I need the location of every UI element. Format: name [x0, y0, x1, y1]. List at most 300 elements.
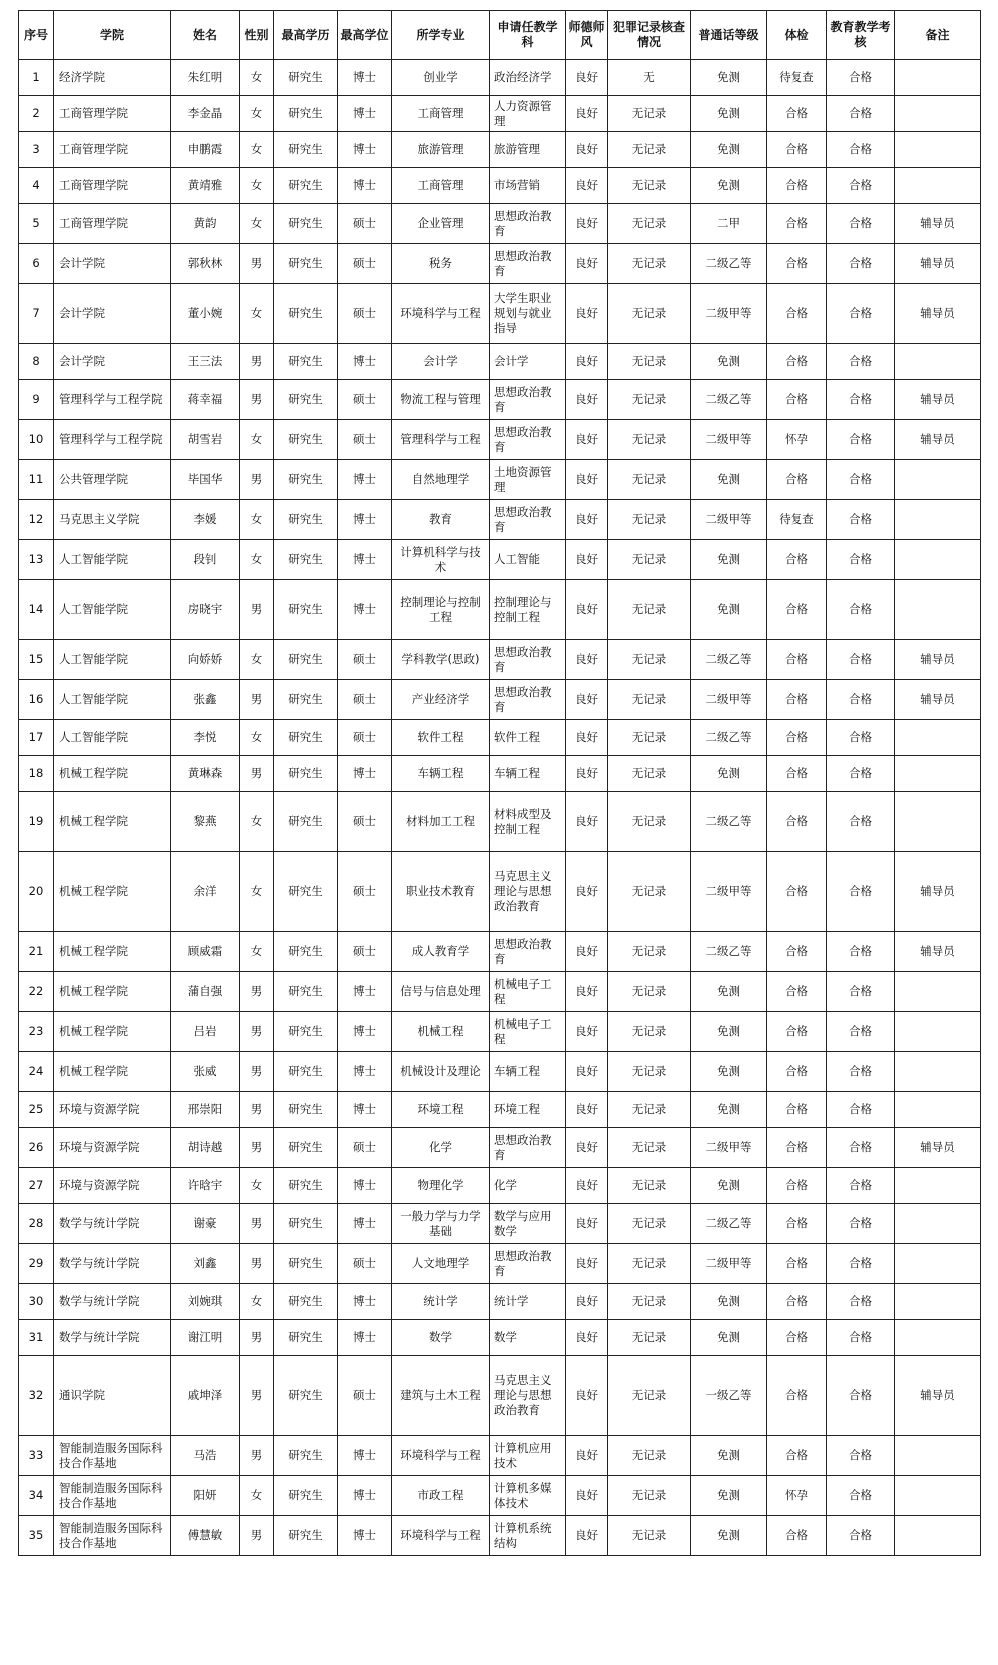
cell-physical-exam: 合格	[767, 1284, 827, 1320]
cell-criminal-check: 无记录	[608, 168, 691, 204]
cell-ethics: 良好	[566, 500, 608, 540]
cell-ethics: 良好	[566, 380, 608, 420]
cell-degree: 博士	[338, 1012, 392, 1052]
cell-major: 税务	[392, 244, 490, 284]
cell-remarks	[895, 756, 981, 792]
cell-remarks: 辅导员	[895, 244, 981, 284]
cell-gender: 男	[240, 756, 274, 792]
cell-gender: 男	[240, 460, 274, 500]
cell-name: 马浩	[171, 1436, 240, 1476]
cell-name: 吕岩	[171, 1012, 240, 1052]
cell-college: 公共管理学院	[54, 460, 171, 500]
cell-ethics: 良好	[566, 168, 608, 204]
cell-college: 经济学院	[54, 60, 171, 96]
cell-gender: 男	[240, 1128, 274, 1168]
cell-teaching-assessment: 合格	[827, 500, 895, 540]
cell-name: 胡诗越	[171, 1128, 240, 1168]
cell-criminal-check: 无记录	[608, 756, 691, 792]
cell-physical-exam: 合格	[767, 580, 827, 640]
table-row	[19, 244, 981, 284]
cell-teaching-assessment: 合格	[827, 932, 895, 972]
cell-subject: 人工智能	[490, 540, 566, 580]
cell-teaching-assessment: 合格	[827, 344, 895, 380]
cell-education: 研究生	[274, 1436, 338, 1476]
cell-remarks	[895, 460, 981, 500]
cell-gender: 男	[240, 1092, 274, 1128]
cell-education: 研究生	[274, 168, 338, 204]
cell-subject: 机械电子工程	[490, 972, 566, 1012]
table-row	[19, 852, 981, 932]
cell-degree: 博士	[338, 344, 392, 380]
cell-physical-exam: 合格	[767, 460, 827, 500]
cell-physical-exam: 怀孕	[767, 1476, 827, 1516]
cell-gender: 男	[240, 1204, 274, 1244]
cell-teaching-assessment: 合格	[827, 640, 895, 680]
cell-name: 申鹏霞	[171, 132, 240, 168]
cell-index: 17	[19, 720, 54, 756]
cell-ethics: 良好	[566, 1436, 608, 1476]
cell-degree: 博士	[338, 132, 392, 168]
cell-teaching-assessment: 合格	[827, 380, 895, 420]
table-row	[19, 972, 981, 1012]
cell-index: 32	[19, 1356, 54, 1436]
cell-remarks: 辅导员	[895, 420, 981, 460]
cell-teaching-assessment: 合格	[827, 132, 895, 168]
cell-criminal-check: 无记录	[608, 1204, 691, 1244]
cell-college: 数学与统计学院	[54, 1244, 171, 1284]
cell-mandarin-level: 二级乙等	[691, 1204, 767, 1244]
cell-gender: 女	[240, 60, 274, 96]
cell-physical-exam: 怀孕	[767, 420, 827, 460]
cell-physical-exam: 合格	[767, 244, 827, 284]
cell-subject: 数学	[490, 1320, 566, 1356]
cell-remarks: 辅导员	[895, 640, 981, 680]
cell-physical-exam: 合格	[767, 1320, 827, 1356]
cell-ethics: 良好	[566, 1092, 608, 1128]
cell-name: 蒋幸福	[171, 380, 240, 420]
cell-remarks	[895, 720, 981, 756]
table-row	[19, 580, 981, 640]
cell-teaching-assessment: 合格	[827, 1516, 895, 1556]
table-row	[19, 500, 981, 540]
cell-gender: 男	[240, 680, 274, 720]
cell-remarks	[895, 1168, 981, 1204]
cell-gender: 男	[240, 1012, 274, 1052]
cell-index: 33	[19, 1436, 54, 1476]
cell-physical-exam: 合格	[767, 1012, 827, 1052]
header-cell: 普通话等级	[691, 11, 767, 60]
cell-college: 数学与统计学院	[54, 1284, 171, 1320]
cell-subject: 市场营销	[490, 168, 566, 204]
cell-ethics: 良好	[566, 1320, 608, 1356]
cell-college: 管理科学与工程学院	[54, 380, 171, 420]
cell-education: 研究生	[274, 1476, 338, 1516]
cell-degree: 硕士	[338, 1244, 392, 1284]
cell-teaching-assessment: 合格	[827, 1244, 895, 1284]
cell-name: 黄靖雅	[171, 168, 240, 204]
cell-subject: 思想政治教育	[490, 500, 566, 540]
table-row	[19, 1516, 981, 1556]
header-cell: 序号	[19, 11, 54, 60]
cell-education: 研究生	[274, 284, 338, 344]
cell-college: 工商管理学院	[54, 132, 171, 168]
cell-name: 张鑫	[171, 680, 240, 720]
header-cell: 犯罪记录核查情况	[608, 11, 691, 60]
cell-ethics: 良好	[566, 284, 608, 344]
cell-education: 研究生	[274, 1092, 338, 1128]
cell-teaching-assessment: 合格	[827, 96, 895, 132]
cell-physical-exam: 合格	[767, 540, 827, 580]
cell-ethics: 良好	[566, 756, 608, 792]
cell-gender: 男	[240, 1356, 274, 1436]
cell-criminal-check: 无记录	[608, 1476, 691, 1516]
cell-major: 人文地理学	[392, 1244, 490, 1284]
cell-major: 软件工程	[392, 720, 490, 756]
cell-index: 14	[19, 580, 54, 640]
cell-college: 会计学院	[54, 344, 171, 380]
cell-ethics: 良好	[566, 1516, 608, 1556]
cell-major: 产业经济学	[392, 680, 490, 720]
table-row	[19, 720, 981, 756]
table-row	[19, 1128, 981, 1168]
cell-major: 环境科学与工程	[392, 284, 490, 344]
cell-subject: 计算机多媒体技术	[490, 1476, 566, 1516]
cell-criminal-check: 无记录	[608, 792, 691, 852]
cell-ethics: 良好	[566, 580, 608, 640]
cell-physical-exam: 合格	[767, 1244, 827, 1284]
cell-college: 通识学院	[54, 1356, 171, 1436]
header-cell: 性别	[240, 11, 274, 60]
cell-name: 朱红明	[171, 60, 240, 96]
cell-subject: 思想政治教育	[490, 640, 566, 680]
table-row	[19, 344, 981, 380]
cell-mandarin-level: 免测	[691, 460, 767, 500]
cell-major: 建筑与土木工程	[392, 1356, 490, 1436]
cell-ethics: 良好	[566, 972, 608, 1012]
cell-remarks	[895, 580, 981, 640]
cell-mandarin-level: 二级甲等	[691, 420, 767, 460]
cell-ethics: 良好	[566, 460, 608, 500]
cell-physical-exam: 合格	[767, 1436, 827, 1476]
cell-degree: 硕士	[338, 932, 392, 972]
table-row	[19, 792, 981, 852]
cell-name: 邢崇阳	[171, 1092, 240, 1128]
cell-teaching-assessment: 合格	[827, 680, 895, 720]
table-header-row	[19, 11, 981, 60]
cell-criminal-check: 无记录	[608, 204, 691, 244]
cell-education: 研究生	[274, 1204, 338, 1244]
cell-index: 3	[19, 132, 54, 168]
cell-degree: 硕士	[338, 680, 392, 720]
header-cell: 姓名	[171, 11, 240, 60]
cell-criminal-check: 无记录	[608, 1516, 691, 1556]
cell-name: 许晗宇	[171, 1168, 240, 1204]
cell-physical-exam: 合格	[767, 680, 827, 720]
cell-index: 7	[19, 284, 54, 344]
cell-index: 28	[19, 1204, 54, 1244]
cell-major: 创业学	[392, 60, 490, 96]
cell-subject: 马克思主义理论与思想政治教育	[490, 1356, 566, 1436]
header-cell: 体检	[767, 11, 827, 60]
cell-major: 机械设计及理论	[392, 1052, 490, 1092]
cell-ethics: 良好	[566, 1128, 608, 1168]
cell-criminal-check: 无记录	[608, 380, 691, 420]
cell-ethics: 良好	[566, 1476, 608, 1516]
cell-criminal-check: 无	[608, 60, 691, 96]
cell-education: 研究生	[274, 1516, 338, 1556]
cell-remarks	[895, 168, 981, 204]
cell-index: 11	[19, 460, 54, 500]
cell-college: 数学与统计学院	[54, 1204, 171, 1244]
cell-criminal-check: 无记录	[608, 132, 691, 168]
cell-gender: 男	[240, 344, 274, 380]
cell-education: 研究生	[274, 1052, 338, 1092]
cell-mandarin-level: 免测	[691, 1436, 767, 1476]
cell-criminal-check: 无记录	[608, 972, 691, 1012]
cell-remarks: 辅导员	[895, 680, 981, 720]
cell-major: 学科教学(思政)	[392, 640, 490, 680]
table-row	[19, 1476, 981, 1516]
cell-criminal-check: 无记录	[608, 344, 691, 380]
cell-education: 研究生	[274, 720, 338, 756]
cell-remarks	[895, 96, 981, 132]
cell-criminal-check: 无记录	[608, 1284, 691, 1320]
cell-criminal-check: 无记录	[608, 420, 691, 460]
cell-mandarin-level: 二级甲等	[691, 680, 767, 720]
cell-gender: 女	[240, 852, 274, 932]
cell-mandarin-level: 免测	[691, 540, 767, 580]
cell-gender: 女	[240, 168, 274, 204]
cell-remarks	[895, 1244, 981, 1284]
cell-subject: 化学	[490, 1168, 566, 1204]
cell-mandarin-level: 二级甲等	[691, 500, 767, 540]
cell-subject: 软件工程	[490, 720, 566, 756]
cell-physical-exam: 合格	[767, 1356, 827, 1436]
cell-remarks: 辅导员	[895, 284, 981, 344]
cell-college: 数学与统计学院	[54, 1320, 171, 1356]
cell-degree: 博士	[338, 1052, 392, 1092]
cell-gender: 女	[240, 540, 274, 580]
cell-physical-exam: 合格	[767, 852, 827, 932]
cell-index: 29	[19, 1244, 54, 1284]
cell-gender: 男	[240, 1436, 274, 1476]
cell-education: 研究生	[274, 420, 338, 460]
cell-physical-exam: 合格	[767, 380, 827, 420]
cell-major: 会计学	[392, 344, 490, 380]
cell-mandarin-level: 免测	[691, 168, 767, 204]
cell-education: 研究生	[274, 244, 338, 284]
header-cell: 师德师风	[566, 11, 608, 60]
cell-remarks: 辅导员	[895, 932, 981, 972]
cell-gender: 男	[240, 380, 274, 420]
cell-physical-exam: 合格	[767, 640, 827, 680]
cell-ethics: 良好	[566, 60, 608, 96]
cell-remarks	[895, 500, 981, 540]
cell-teaching-assessment: 合格	[827, 1476, 895, 1516]
cell-education: 研究生	[274, 500, 338, 540]
cell-index: 20	[19, 852, 54, 932]
cell-subject: 计算机系统结构	[490, 1516, 566, 1556]
cell-major: 物理化学	[392, 1168, 490, 1204]
table-row	[19, 168, 981, 204]
cell-ethics: 良好	[566, 96, 608, 132]
cell-education: 研究生	[274, 680, 338, 720]
cell-teaching-assessment: 合格	[827, 1204, 895, 1244]
cell-major: 旅游管理	[392, 132, 490, 168]
cell-major: 成人教育学	[392, 932, 490, 972]
cell-teaching-assessment: 合格	[827, 720, 895, 756]
cell-education: 研究生	[274, 132, 338, 168]
cell-physical-exam: 待复查	[767, 500, 827, 540]
cell-ethics: 良好	[566, 1168, 608, 1204]
table-row	[19, 1092, 981, 1128]
table-row	[19, 1284, 981, 1320]
cell-education: 研究生	[274, 1244, 338, 1284]
cell-degree: 硕士	[338, 792, 392, 852]
cell-name: 阳妍	[171, 1476, 240, 1516]
cell-major: 工商管理	[392, 168, 490, 204]
cell-name: 蒲自强	[171, 972, 240, 1012]
cell-mandarin-level: 二级乙等	[691, 380, 767, 420]
cell-major: 车辆工程	[392, 756, 490, 792]
cell-college: 智能制造服务国际科技合作基地	[54, 1436, 171, 1476]
cell-degree: 博士	[338, 60, 392, 96]
cell-degree: 博士	[338, 168, 392, 204]
cell-index: 10	[19, 420, 54, 460]
cell-degree: 博士	[338, 1516, 392, 1556]
cell-criminal-check: 无记录	[608, 1356, 691, 1436]
cell-major: 环境科学与工程	[392, 1516, 490, 1556]
cell-education: 研究生	[274, 96, 338, 132]
cell-ethics: 良好	[566, 852, 608, 932]
cell-mandarin-level: 免测	[691, 1320, 767, 1356]
cell-college: 机械工程学院	[54, 852, 171, 932]
cell-degree: 博士	[338, 500, 392, 540]
cell-college: 机械工程学院	[54, 756, 171, 792]
cell-college: 环境与资源学院	[54, 1128, 171, 1168]
cell-teaching-assessment: 合格	[827, 756, 895, 792]
cell-index: 18	[19, 756, 54, 792]
table-row	[19, 1356, 981, 1436]
cell-gender: 女	[240, 1284, 274, 1320]
cell-major: 数学	[392, 1320, 490, 1356]
cell-teaching-assessment: 合格	[827, 1284, 895, 1320]
cell-index: 5	[19, 204, 54, 244]
cell-degree: 博士	[338, 1284, 392, 1320]
cell-remarks	[895, 1012, 981, 1052]
cell-remarks: 辅导员	[895, 1128, 981, 1168]
cell-major: 一般力学与力学基础	[392, 1204, 490, 1244]
cell-name: 傅慧敏	[171, 1516, 240, 1556]
table-row	[19, 680, 981, 720]
cell-degree: 硕士	[338, 204, 392, 244]
cell-criminal-check: 无记录	[608, 1168, 691, 1204]
cell-mandarin-level: 二级乙等	[691, 932, 767, 972]
cell-gender: 男	[240, 1516, 274, 1556]
cell-teaching-assessment: 合格	[827, 792, 895, 852]
cell-remarks	[895, 792, 981, 852]
cell-subject: 政治经济学	[490, 60, 566, 96]
cell-subject: 车辆工程	[490, 1052, 566, 1092]
cell-physical-exam: 合格	[767, 1052, 827, 1092]
cell-mandarin-level: 免测	[691, 580, 767, 640]
cell-degree: 博士	[338, 1092, 392, 1128]
cell-subject: 土地资源管理	[490, 460, 566, 500]
cell-education: 研究生	[274, 1356, 338, 1436]
table-row	[19, 204, 981, 244]
cell-mandarin-level: 二级乙等	[691, 244, 767, 284]
cell-degree: 博士	[338, 460, 392, 500]
cell-degree: 硕士	[338, 380, 392, 420]
cell-subject: 马克思主义理论与思想政治教育	[490, 852, 566, 932]
cell-gender: 男	[240, 1320, 274, 1356]
cell-college: 环境与资源学院	[54, 1168, 171, 1204]
cell-subject: 人力资源管理	[490, 96, 566, 132]
cell-mandarin-level: 二级乙等	[691, 792, 767, 852]
cell-teaching-assessment: 合格	[827, 1168, 895, 1204]
cell-index: 27	[19, 1168, 54, 1204]
cell-ethics: 良好	[566, 1284, 608, 1320]
cell-remarks	[895, 344, 981, 380]
cell-name: 戚坤泽	[171, 1356, 240, 1436]
cell-college: 管理科学与工程学院	[54, 420, 171, 460]
cell-subject: 思想政治教育	[490, 1128, 566, 1168]
cell-gender: 女	[240, 1168, 274, 1204]
cell-major: 机械工程	[392, 1012, 490, 1052]
cell-teaching-assessment: 合格	[827, 1012, 895, 1052]
cell-physical-exam: 合格	[767, 344, 827, 380]
table-row	[19, 1244, 981, 1284]
table-row	[19, 1320, 981, 1356]
cell-criminal-check: 无记录	[608, 96, 691, 132]
cell-criminal-check: 无记录	[608, 284, 691, 344]
cell-subject: 会计学	[490, 344, 566, 380]
cell-degree: 博士	[338, 1320, 392, 1356]
cell-education: 研究生	[274, 756, 338, 792]
cell-physical-exam: 合格	[767, 204, 827, 244]
cell-ethics: 良好	[566, 1356, 608, 1436]
cell-index: 16	[19, 680, 54, 720]
cell-mandarin-level: 免测	[691, 132, 767, 168]
cell-name: 谢豪	[171, 1204, 240, 1244]
cell-teaching-assessment: 合格	[827, 972, 895, 1012]
cell-remarks	[895, 1516, 981, 1556]
table-row	[19, 1052, 981, 1092]
cell-education: 研究生	[274, 344, 338, 380]
cell-mandarin-level: 免测	[691, 1516, 767, 1556]
cell-college: 机械工程学院	[54, 972, 171, 1012]
cell-gender: 女	[240, 720, 274, 756]
cell-name: 刘鑫	[171, 1244, 240, 1284]
cell-degree: 博士	[338, 1204, 392, 1244]
cell-criminal-check: 无记录	[608, 1320, 691, 1356]
cell-criminal-check: 无记录	[608, 1436, 691, 1476]
cell-teaching-assessment: 合格	[827, 852, 895, 932]
cell-criminal-check: 无记录	[608, 540, 691, 580]
cell-mandarin-level: 二级甲等	[691, 284, 767, 344]
cell-education: 研究生	[274, 580, 338, 640]
cell-gender: 男	[240, 972, 274, 1012]
cell-physical-exam: 合格	[767, 932, 827, 972]
cell-criminal-check: 无记录	[608, 640, 691, 680]
cell-index: 21	[19, 932, 54, 972]
cell-name: 黄琳森	[171, 756, 240, 792]
cell-major: 环境科学与工程	[392, 1436, 490, 1476]
cell-college: 机械工程学院	[54, 1012, 171, 1052]
cell-ethics: 良好	[566, 420, 608, 460]
cell-degree: 博士	[338, 972, 392, 1012]
cell-college: 会计学院	[54, 244, 171, 284]
